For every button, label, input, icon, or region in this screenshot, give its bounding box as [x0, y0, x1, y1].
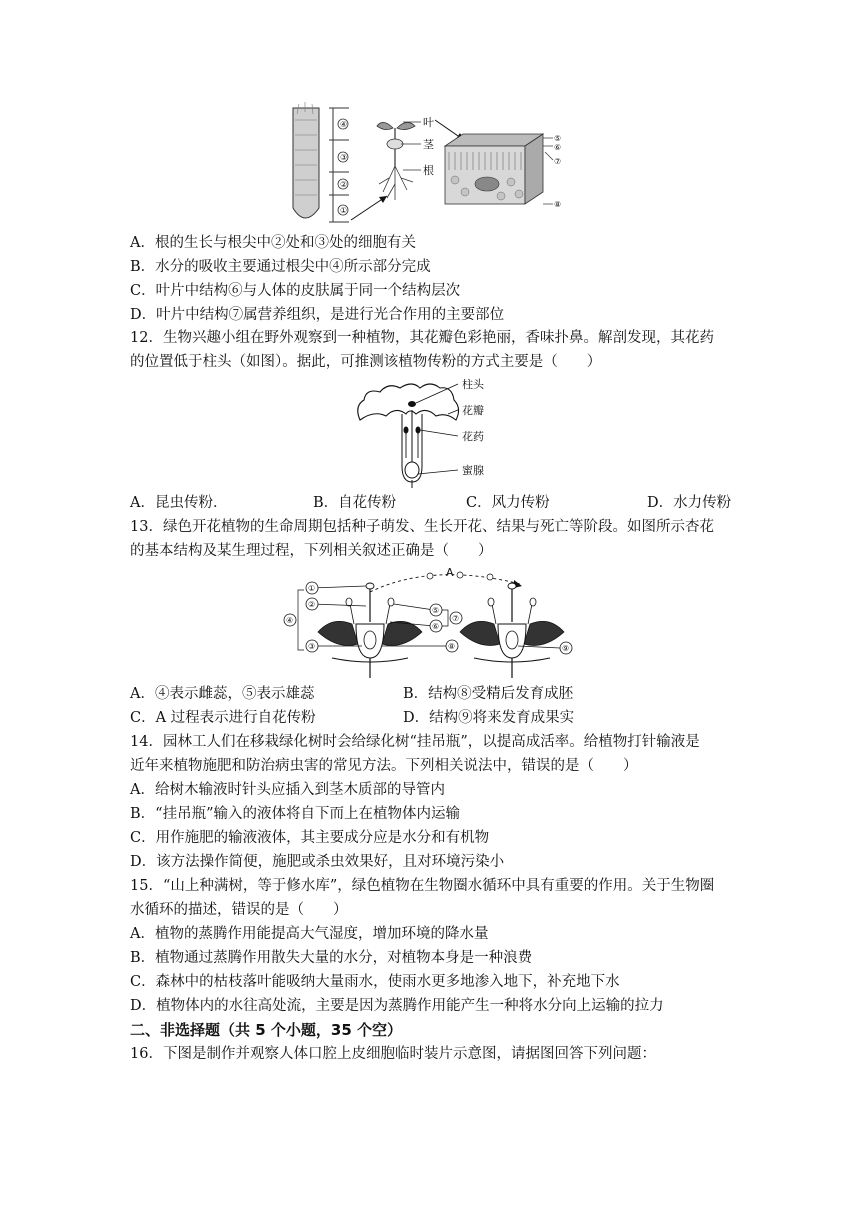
root-num-2: ② [340, 180, 348, 189]
q13-option-c: C．A 过程表示进行自花传粉 [130, 710, 316, 726]
q13-option-b: B．结构⑧受精后发育成胚 [403, 686, 574, 702]
q14-stem-line2: 近年来植物施肥和防治病虫害的常见方法。下列相关说法中，错误的是（ ） [130, 758, 638, 774]
flower-num-6: ⑥ [432, 622, 440, 631]
process-a-label: A [446, 566, 454, 579]
figure-apricot-flower [282, 566, 578, 680]
q14-option-a: A．给树木输液时针头应插入到茎木质部的导管内 [130, 782, 445, 798]
label-stigma: 柱头 [462, 378, 484, 391]
flower-num-5: ⑤ [432, 606, 440, 615]
q12-stem-line2: 的位置低于柱头（如图）。据此，可推测该植物传粉的方式主要是（ ） [130, 354, 602, 370]
q13-option-d: D．结构⑨将来发育成果实 [403, 710, 575, 726]
q14-option-d: D．该方法操作简便，施肥或杀虫效果好，且对环境污染小 [130, 854, 505, 870]
flower-num-8: ⑧ [448, 642, 456, 651]
figure-flower-pollination [350, 376, 510, 488]
leaf-num-7: ⑦ [554, 157, 562, 166]
label-petal: 花瓣 [462, 404, 484, 417]
q16-stem: 16．下图是制作并观察人体口腔上皮细胞临时装片示意图，请据图回答下列问题： [130, 1046, 656, 1062]
flower-num-9: ⑨ [562, 644, 570, 653]
flower-diagram [350, 376, 510, 488]
left-flower [318, 583, 422, 678]
q13-stem-line1: 13．绿色开花植物的生命周期包括种子萌发、生长开花、结果与死亡等阶段。如图所示杏花 [130, 519, 714, 535]
root-num-1: ① [340, 206, 348, 215]
q11-option-b: B．水分的吸收主要通过根尖中④所示部分完成 [130, 259, 431, 275]
q15-option-c: C．森林中的枯枝落叶能吸纳大量雨水，使雨水更多地渗入地下，补充地下水 [130, 974, 620, 990]
leaf-num-6: ⑥ [554, 143, 562, 152]
leaf-num-5: ⑤ [554, 134, 562, 143]
q15-stem-line2: 水循环的描述，错误的是（ ） [130, 902, 348, 918]
label-nectary: 蜜腺 [462, 464, 484, 477]
root-num-3: ③ [340, 153, 348, 162]
q12-option-d: D．水力传粉 [647, 495, 732, 511]
flower-num-4: ④ [286, 616, 294, 625]
flower-num-2: ② [308, 600, 316, 609]
apricot-flower-diagram [282, 566, 578, 680]
q14-option-c: C．用作施肥的输液液体，其主要成分应是水分和有机物 [130, 830, 490, 846]
q14-stem-line1: 14．园林工人们在移栽绿化树时会给绿化树“挂吊瓶”，以提高成活率。给植物打针输液是 [130, 734, 700, 750]
right-flower [460, 583, 564, 678]
section2-heading: 二、非选择题（共 5 个小题，35 个空） [130, 1021, 402, 1039]
q13-option-a: A．④表示雌蕊，⑤表示雄蕊 [130, 686, 315, 702]
plant-label-leaf: 叶 [423, 116, 434, 129]
figure-root-leaf [275, 100, 575, 228]
leaf-num-8: ⑧ [554, 200, 562, 209]
q13-stem-line2: 的基本结构及某生理过程，下列相关叙述正确是（ ） [130, 543, 493, 559]
q15-option-b: B．植物通过蒸腾作用散失大量的水分，对植物本身是一种浪费 [130, 950, 533, 966]
q15-option-a: A．植物的蒸腾作用能提高大气湿度，增加环境的降水量 [130, 926, 489, 942]
plant-label-stem: 茎 [423, 138, 434, 151]
q11-option-a: A．根的生长与根尖中②处和③处的细胞有关 [130, 235, 416, 251]
flower-num-1: ① [308, 584, 316, 593]
q12-option-c: C．风力传粉 [466, 495, 550, 511]
q15-option-d: D．植物体内的水往高处流，主要是因为蒸腾作用能产生一种将水分向上运输的拉力 [130, 998, 664, 1014]
q12-option-b: B．自花传粉 [313, 495, 397, 511]
q14-option-b: B．“挂吊瓶”输入的液体将自下而上在植物体内运输 [130, 806, 460, 822]
q12-option-a: A．昆虫传粉． [130, 495, 228, 511]
plant-label-root: 根 [423, 164, 434, 177]
q12-stem-line1: 12．生物兴趣小组在野外观察到一种植物，其花瓣色彩艳丽，香味扑鼻。解剖发现，其花药 [130, 330, 714, 346]
q11-option-d: D．叶片中结构⑦属营养组织，是进行光合作用的主要部位 [130, 307, 505, 323]
q15-stem-line1: 15．“山上种满树，等于修水库”，绿色植物在生物圈水循环中具有重要的作用。关于生物圈 [130, 878, 715, 894]
root-num-4: ④ [340, 120, 348, 129]
flower-num-3: ③ [308, 642, 316, 651]
flower-num-7: ⑦ [452, 614, 460, 623]
root-leaf-diagram [275, 100, 575, 228]
label-anther: 花药 [462, 430, 484, 443]
q11-option-c: C．叶片中结构⑥与人体的皮肤属于同一个结构层次 [130, 283, 461, 299]
